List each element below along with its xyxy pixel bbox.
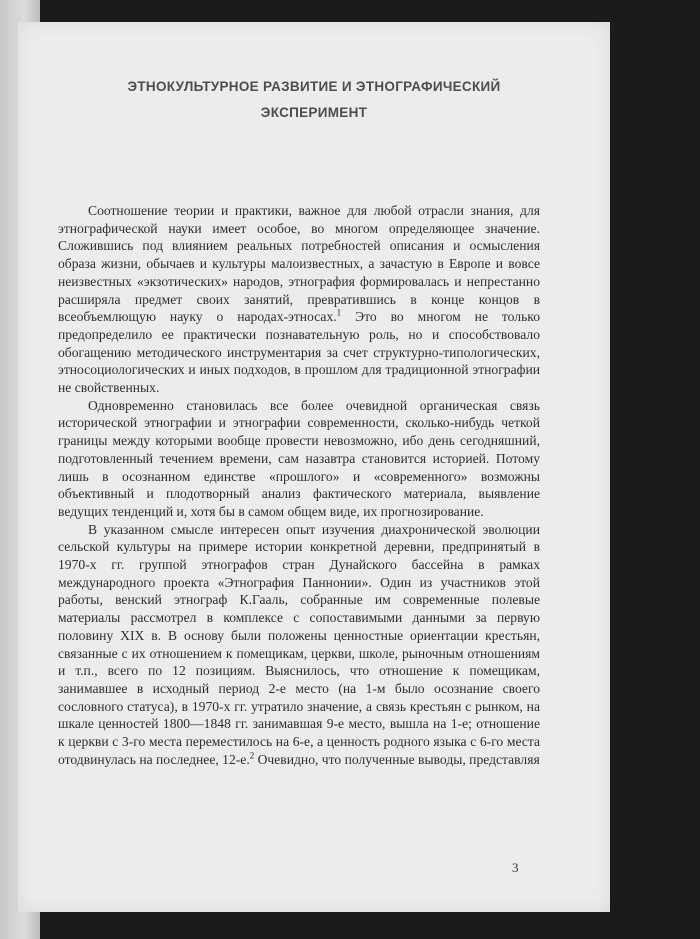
paragraph-3 — [58, 521, 540, 769]
title-line-2: ЭКСПЕРИМЕНТ — [260, 105, 368, 120]
paragraph-1 — [58, 202, 540, 397]
page-number: 3 — [512, 860, 519, 875]
title-line-1: ЭТНОКУЛЬТУРНОЕ РАЗВИТИЕ И ЭТНОГРАФИЧЕСКИЙ — [127, 79, 501, 94]
document-page — [18, 22, 610, 912]
paragraph-1-text-after: Это во многом не только предопределило ее практически познавательную роль, но и способствовало обогащению методического инструментария за счет структурно-типологических, этносоциологических и иных подходов, в прошлом для традиционной этнографии не свойственных. — [58, 309, 540, 396]
paragraph-1-text: Соотношение теории и практики, важное для любой отрасли знания, для этнографической науки имеет особое, во многом определяющее значение. Сложившись под влиянием реальных потребностей описания и осмысления образа жизни, обычаев и культуры малоизвестных, а зачастую в Европе и вовсе неизвестных «экзотических» народов, этнография формировалась и непрестанно расширяла предмет своих занятий, превратившись в конце концов в всеобъемлющую науку о народах-этносах. — [58, 203, 540, 325]
paragraph-3-text: В указанном смысле интересен опыт изучения диахронической эволюции сельской культуры на примере истории конкретной деревни, предпринятый в 1970-х гг. группой этнографов стран Дунайского бассейна в рамках международного проекта «Этнография Паннонии». Один из участников этой работы, венский этнограф К.Гааль, собранные им современные полевые материалы рассмотрел в комплексе с сопоставимыми данными за первую половину XIX в. В основу были положены ценностные ориентации крестьян, связанные с их отношением к помещикам, церкви, школе, рыночным отношениям и т.п., всего по 12 позициям. Выяснилось, что отношение к помещикам, занимавшее в исходный период 2-е место (на 1-м было осознание своего сословного статуса), в 1970-х гг. утратило значение, а связь крестьян с рынком, на шкале ценностей 1800—1848 гг. занимавшая 9-е место, вышла на 1-е; отношение к церкви с 3-го места переместилось на 6-е, а ценность родного языка с 6-го места отодвинулась на последнее, 12-е. — [58, 521, 540, 767]
footnote-mark-1: 1 — [336, 307, 342, 318]
paragraph-2-text: Одновременно становилась все более очевидной органическая связь исторической этнографии и этнографии современности, сколько-нибудь четкой границы между которыми вообще провести невозможно, ибо день сегодняшний, подготовленный течением времени, сам назавтра становится историей. Потому лишь в осознанном единстве «прошлого» и «современного» возможны объективный и плодотворный анализ фактического материала, выявление ведущих тенденций и, хотя бы в самом общем виде, их прогнозирование. — [58, 397, 540, 519]
paragraph-2 — [58, 397, 540, 521]
paragraph-3-text-after: Очевидно, что полученные выводы, представляя — [254, 751, 540, 767]
body-text — [58, 202, 540, 769]
footnote-mark-2: 2 — [249, 750, 255, 761]
